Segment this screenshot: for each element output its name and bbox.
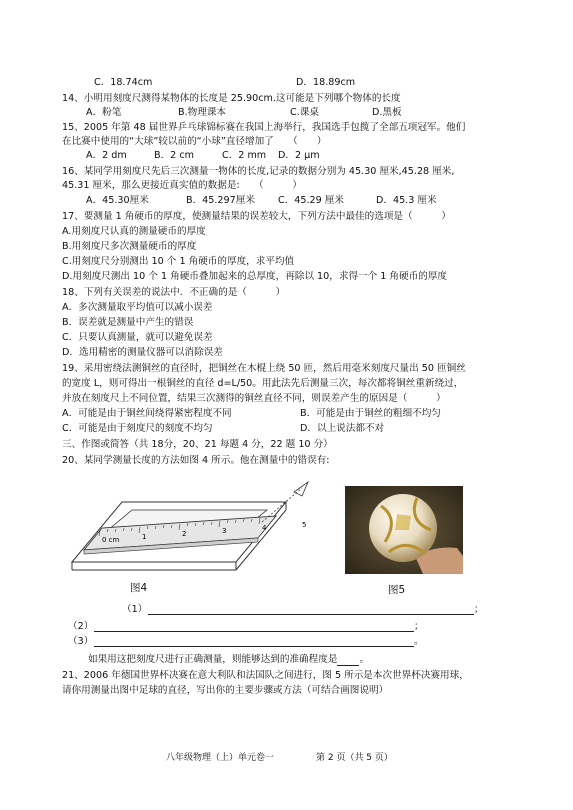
figure-4-caption: 图4 [130,582,148,594]
q15-option-d: D．2 μm [278,150,320,161]
q13-option-c: C．18.74cm [94,77,153,88]
q19-option-b: B．可能是由于铜丝的粗细不均匀 [300,408,441,419]
q21-stem-line2: 请你用测量出图中足球的直径，写出你的主要步骤或方法（可结合画图说明） [62,685,389,696]
q18-stem: 18、下列有关误差的说法中．不正确的是（ ） [62,287,286,298]
q20-answer-line-1[interactable] [148,614,474,615]
q18-option-d: D．选用精密的测量仪器可以消除误差 [62,347,223,358]
q14-option-d: D.黑板 [372,107,402,118]
q20-answer-line-3[interactable] [94,646,414,647]
q20-item-2-end: ； [414,621,424,632]
ruler-tick-label: 2 [182,530,187,538]
ruler-tick-label: 3 [222,527,227,535]
q20-follow-up [88,653,369,666]
q16-option-c: C．45.29 厘米 [278,195,344,206]
q15-option-b: B．2 cm [154,150,194,161]
q17-option-d: D.用刻度尺测出 10 个 1 角硬币叠加起来的总厚度，再除以 10，求得一个 1 角硬币的厚度 [62,271,447,282]
q16-stem-line2: 45.31 厘米，那么更接近真实值的数据是: （ ） [62,180,303,191]
footer-exam-title: 八年级物理（上）单元卷一 [166,753,275,763]
ruler-tick-label: 1 [142,533,147,541]
q20-follow-up-text: 如果用这把刻度尺进行正确测量，则能够达到的准确程度是 [88,654,338,665]
q20-answer-line-2[interactable] [94,631,414,632]
q17-option-a: A.用刻度尺认真的测量硬币的厚度 [62,226,206,237]
ruler-cm-label: 0 cm [102,536,120,544]
q14-stem: 14、小明用刻度尺测得某物体的长度是 25.90cm.这可能是下列哪个物体的长度 [62,93,401,104]
figure-5-football-photo [345,486,463,574]
q17-option-b: B.用刻度尺多次测量硬币的厚度 [62,241,197,252]
q20-item-1-end: ； [474,604,484,615]
q20-item-3-label: （3） [68,636,94,647]
q15-option-a: A．2 dm [86,150,127,161]
section-three-heading: 三、作图或简答（共 18分，20、21 每题 4 分，22 题 10 分） [62,439,333,450]
q16-option-b: B．45.297厘米 [186,195,255,206]
q21-stem-line1: 21、2006 年德国世界杯决赛在意大利队和法国队之间进行，图 5 所示是本次世界杯决赛用球， [62,670,469,681]
q20-item-3-end: 。 [414,636,424,647]
q19-option-d: D．以上说法都不对 [300,423,385,434]
q15-option-c: C．2 mm [222,150,267,161]
q19-option-a: A．可能是由于铜丝间绕得紧密程度不同 [62,408,232,419]
q20-item-1-label: （1） [122,604,148,615]
q16-option-d: D．45.3 厘米 [376,195,437,206]
q20-precision-blank[interactable] [337,655,359,666]
q19-option-c: C．可能是由于刻度尺的刻度不均匀 [62,423,213,434]
q18-option-b: B．误差就是测量中产生的错误 [62,317,194,328]
figure-4-ruler-diagram [62,470,332,578]
q19-stem-line3: 并放在刻度尺上不同位置，结果三次测得的铜丝直径不同，则误差产生的原因是（ ） [62,393,446,404]
figure-5-caption: 图5 [388,584,406,596]
q15-stem-line1: 15、2005 年第 48 届世界乒乓球锦标赛在我国上海举行，我国选手包揽了全部五项冠军。他们 [62,122,466,133]
q14-option-b: B.物理课本 [178,107,227,118]
q20-follow-up-end: 。 [359,654,370,665]
q16-stem-line1: 16、某同学用刻度尺先后三次测量一物体的长度,记录的数据分别为 45.30 厘米,45.28 厘米, [62,166,455,177]
q19-stem-line2: 的宽度 L，则可得出一根铜丝的直径 d=L/50。用此法先后测量三次，每次都将铜丝重新绕过， [62,378,464,389]
q19-stem-line1: 19、采用密绕法测铜丝的直径时，把铜丝在木棍上绕 50 匝，然后用毫米刻度尺量出 50 匝铜丝 [62,363,466,374]
q15-stem-line2: 在比赛中使用的“大球”较以前的“小球”直径增加了 （ ） [62,136,327,147]
ruler-tick-label: 5 [302,521,307,529]
q18-option-a: A．多次测量取平均值可以减小误差 [62,302,213,313]
q17-stem: 17、要测量 1 角硬币的厚度，使测量结果的误差较大，下列方法中最佳的选项是（ ） [62,211,451,222]
q14-option-a: A．粉笔 [86,107,122,118]
q14-option-c: C.课桌 [290,107,319,118]
q20-item-2-label: （2） [68,621,94,632]
footer-page-number: 第 2 页（共 5 页） [316,753,393,763]
q16-option-a: A．45.30厘米 [86,195,149,206]
ruler-tick-label: 4 [262,524,267,532]
q13-option-d: D．18.89cm [296,77,356,88]
q18-option-c: C．只要认真测量，就可以避免误差 [62,332,213,343]
q20-stem: 20、某同学测量长度的方法如图 4 所示。他在测量中的错误有: [62,455,330,466]
q17-option-c: C.用刻度尺分别测出 10 个 1 角硬币的厚度，求平均值 [62,256,295,267]
